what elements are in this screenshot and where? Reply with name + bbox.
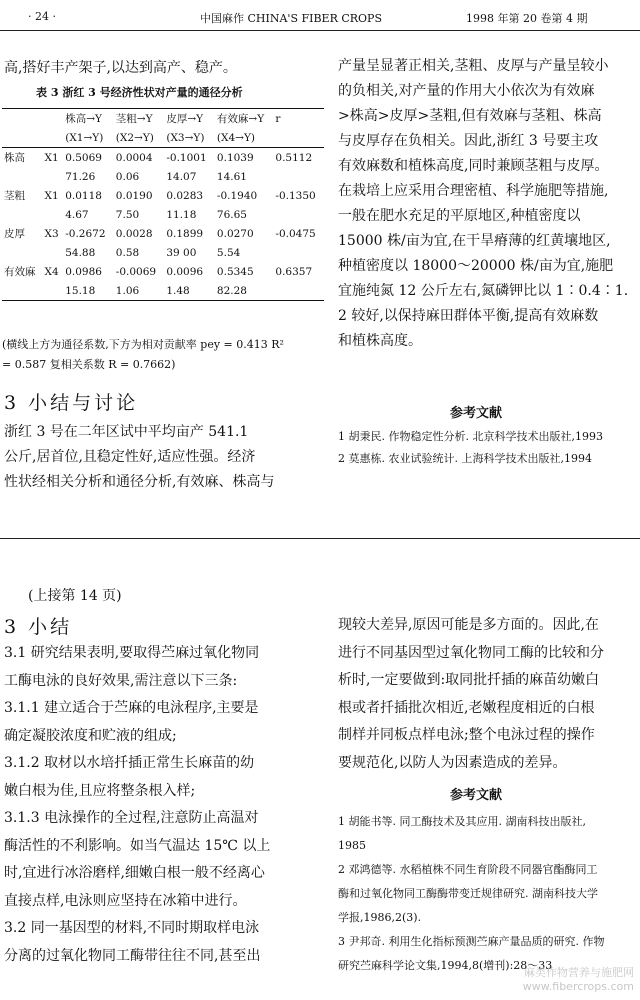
contribution: 5.54	[216, 246, 241, 259]
path-coef: -0.1001	[166, 151, 207, 164]
watermark	[523, 966, 634, 994]
text-line: 在栽培上应采用合理密植、科学施肥等措施,	[338, 183, 609, 199]
contribution: 39 00	[166, 246, 197, 259]
path-coef: -0.0069	[115, 265, 157, 278]
contribution: 82.28	[215, 281, 273, 301]
contribution: 4.67	[65, 208, 89, 221]
col-subheader: (X1→Y)	[63, 128, 114, 148]
col-subheader: (X4→Y)	[215, 128, 273, 148]
text-line: 工酶电泳的良好效果,需注意以下三条:	[4, 672, 238, 689]
corr-coef: -0.1350	[275, 189, 316, 202]
text-line: 种植密度以 18000～20000 株/亩为宜,施肥	[338, 258, 614, 274]
article-divider	[0, 538, 640, 539]
path-coef: -0.1940	[216, 189, 258, 202]
path-coef: 0.0028	[115, 227, 153, 240]
col-subheader: (X3→Y)	[164, 128, 215, 148]
table-caption: 表 3 浙红 3 号经济性状对产量的通径分析	[36, 86, 243, 99]
text-line: 有效麻数和植株高度,同时兼顾茎粗与皮厚。	[338, 158, 609, 174]
reference-item: 酶和过氧化物同工酶酶带变迁规律研究. 湖南科技大学	[338, 887, 598, 900]
section-title-discussion: 3 小结与讨论	[4, 392, 139, 414]
path-coef: 0.0004	[115, 151, 153, 164]
path-coef: 0.0096	[166, 265, 204, 278]
table-row	[2, 186, 324, 205]
text-line: 产量呈显著正相关,茎粗、皮厚与产量呈较小	[338, 58, 609, 74]
col-header-r: r	[273, 109, 324, 129]
trait-name: 茎粗	[4, 190, 25, 202]
text-line: 15000 株/亩为宜,在干旱瘠薄的红黄壤地区,	[338, 233, 611, 249]
col-header	[43, 109, 64, 129]
table-row	[2, 243, 324, 262]
reference-item: 3 尹邦奇. 利用生化指标预测苎麻产量品质的研究. 作物	[338, 935, 605, 948]
text-line: 的负相关,对产量的作用大小依次为有效麻	[338, 83, 595, 99]
trait-var: X1	[44, 151, 59, 164]
path-coef: 0.1039	[216, 151, 254, 164]
reference-list	[338, 426, 603, 470]
text-line: 宜施纯氮 12 公斤左右,氮磷钾比以 1∶0.4∶1.	[338, 283, 629, 299]
header-rule	[0, 30, 640, 31]
col-header: 株高→Y	[63, 109, 114, 129]
text-line: 公斤,居首位,且稳定性好,适应性强。经济	[4, 449, 256, 465]
col-header: 有效麻→Y	[215, 109, 273, 129]
contribution: 0.06	[115, 170, 140, 183]
trait-var: X3	[44, 227, 59, 240]
trait-name: 皮厚	[4, 228, 25, 240]
reference-item: 2 莫惠栋. 农业试验统计. 上海科学技术出版社,1994	[338, 452, 592, 465]
path-coef: 0.5069	[65, 151, 102, 164]
table-note-2: = 0.587 复相关系数 R = 0.7662)	[2, 358, 176, 371]
issue-info: 1998 年第 20 卷第 4 期	[466, 12, 588, 25]
text-line: 酶活性的不利影响。如当气温达 15℃ 以上	[4, 837, 271, 854]
contribution: 1.06	[114, 281, 165, 301]
path-coef: 0.0270	[216, 227, 254, 240]
table-row	[2, 262, 324, 281]
contribution: 14.07	[166, 170, 197, 183]
reference-item: 1 胡能书等. 同工酶技术及其应用. 湖南科技出版社,	[338, 815, 586, 828]
reference-item: 1985	[338, 839, 366, 852]
table-note-1: (横线上方为通径系数,下方为相对贡献率 pey = 0.413 R²	[2, 338, 284, 351]
page-number: · 24 ·	[28, 10, 56, 23]
table-row	[2, 205, 324, 224]
text-line: 进行不同基因型过氧化物同工酶的比较和分	[338, 644, 604, 661]
corr-coef: 0.5112	[275, 151, 313, 164]
col-header	[2, 109, 43, 129]
contribution: 76.65	[216, 208, 247, 221]
col-subheader: (X2→Y)	[114, 128, 165, 148]
col-subheader	[273, 128, 324, 148]
text-line: 一般在肥水充足的平原地区,种植密度以	[338, 208, 581, 224]
contribution: 54.88	[65, 246, 96, 259]
text-line: 3.1.2 取材以水培扦插正常生长麻苗的幼	[4, 755, 255, 771]
text-line: 和植株高度。	[338, 333, 422, 349]
watermark-line: 麻类作物营养与施肥网	[524, 966, 634, 979]
continued-note: (上接第 14 页)	[28, 588, 122, 604]
reference-item: 学报,1986,2(3).	[338, 911, 422, 924]
contribution: 0.58	[115, 246, 140, 259]
trait-name: 有效麻	[4, 266, 36, 278]
watermark-url: www.fibercrops.com	[522, 980, 634, 993]
text-line: 根或者扦插批次相近,老嫩程度相近的白根	[338, 699, 595, 716]
path-coef: 0.0118	[65, 189, 102, 202]
references-title: 参考文献	[450, 406, 503, 421]
text-line: 现较大差异,原因可能是多方面的。因此,在	[338, 617, 599, 633]
corr-coef: -0.0475	[275, 227, 316, 240]
reference-list-2	[338, 810, 604, 978]
contribution: 71.26	[65, 170, 96, 183]
trait-name: 株高	[4, 152, 25, 164]
reference-item: 1 胡秉民. 作物稳定性分析. 北京科学技术出版社,1993	[338, 430, 603, 443]
table-row	[2, 281, 324, 301]
path-coef: 0.0283	[166, 189, 204, 202]
path-coef: 0.5345	[216, 265, 254, 278]
intro-text: 高,搭好丰产架子,以达到高产、稳产。	[4, 60, 237, 76]
reference-item: 2 邓鸿德等. 水稻植株不同生育阶段不同器官酯酶同工	[338, 863, 598, 876]
text-line: 3.1.1 建立适合于苎麻的电泳程序,主要是	[4, 700, 259, 716]
text-line: 确定凝胶浓度和贮液的组成;	[4, 727, 177, 744]
right-column-text	[338, 54, 628, 354]
path-analysis-table	[2, 108, 324, 301]
summary-text	[4, 640, 270, 970]
text-line: 分离的过氧化物同工酶带往往不同,甚至出	[4, 947, 261, 964]
discussion-text	[4, 420, 274, 495]
text-line: 2 较好,以保持麻田群体平衡,提高有效麻数	[338, 308, 599, 324]
contribution: 1.48	[164, 281, 215, 301]
path-coef: 0.1899	[166, 227, 204, 240]
col-header: 皮厚→Y	[164, 109, 215, 129]
col-header: 茎粗→Y	[114, 109, 165, 129]
text-line: 3.2 同一基因型的材料,不同时期取样电泳	[4, 920, 260, 936]
contribution: 14.61	[216, 170, 247, 183]
contribution: 15.18	[63, 281, 114, 301]
path-coef: 0.0986	[65, 265, 102, 278]
path-coef: 0.0190	[115, 189, 153, 202]
text-line: 时,宜进行冰浴磨样,细嫩白根一般不经离心	[4, 865, 265, 881]
text-line: 浙红 3 号在二年区试中平均亩产 541.1	[4, 424, 249, 440]
journal-title: 中国麻作 CHINA'S FIBER CROPS	[200, 12, 382, 25]
trait-var: X1	[44, 189, 59, 202]
contribution: 11.18	[166, 208, 197, 221]
section-title-summary: 3 小结	[4, 616, 73, 638]
text-line: 制样并同板点样电泳;整个电泳过程的操作	[338, 727, 595, 743]
contribution: 7.50	[115, 208, 140, 221]
text-line: 3.1.3 电泳操作的全过程,注意防止高温对	[4, 810, 259, 826]
text-line: 要规范化,以防人为因素造成的差异。	[338, 754, 567, 771]
text-line: 与皮厚存在负相关。因此,浙红 3 号要主攻	[338, 133, 599, 149]
col-subheader	[2, 128, 43, 148]
reference-item: 研究苎麻科学论文集,1994,8(增刊):28～33	[338, 959, 553, 972]
text-line: 直接点样,电泳则应坚持在冰箱中进行。	[4, 892, 247, 909]
text-line: >株高>皮厚>茎粗,但有效麻与茎粗、株高	[338, 108, 602, 124]
path-coef: -0.2672	[65, 227, 106, 240]
text-line: 性状经相关分析和通径分析,有效麻、株高与	[4, 474, 275, 490]
table-row	[2, 167, 324, 186]
text-line: 嫩白根为佳,且应将整条根入样;	[4, 782, 196, 799]
text-line: 3.1 研究结果表明,要取得苎麻过氧化物同	[4, 645, 260, 661]
col-subheader	[43, 128, 64, 148]
text-line: 析时,一定要做到:取同批扦插的麻苗幼嫩白	[338, 672, 600, 688]
table-row	[2, 148, 324, 168]
trait-var: X4	[44, 265, 59, 278]
bottom-right-text	[338, 612, 604, 777]
references-title-2: 参考文献	[450, 788, 503, 803]
table-row	[2, 224, 324, 243]
corr-coef: 0.6357	[275, 265, 313, 278]
